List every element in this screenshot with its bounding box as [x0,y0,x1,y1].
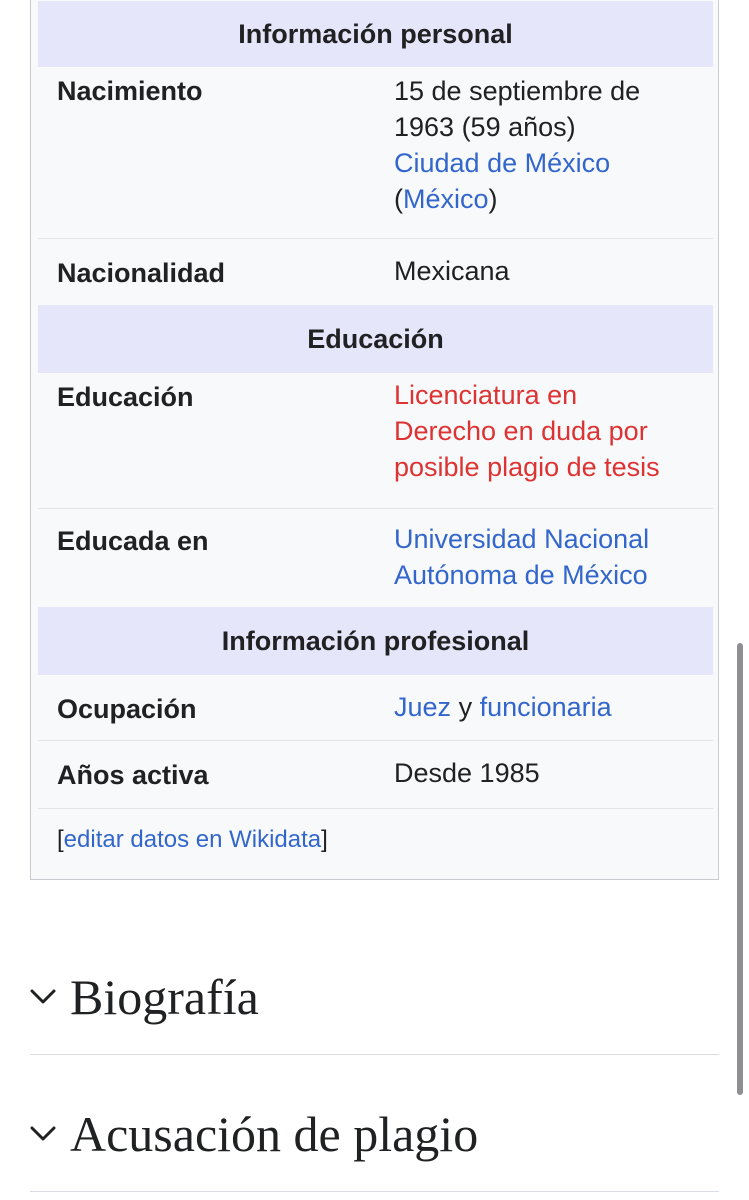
educated-at-label: Educada en [57,526,209,556]
occupation-label: Ocupación [57,694,197,724]
education-value[interactable] [394,377,704,485]
infobox-header-professional-label: Información profesional [221,626,530,656]
chevron-down-icon[interactable] [30,1120,56,1146]
education-label: Educación [57,382,194,412]
occupation-judge-link[interactable]: Juez [394,692,452,722]
birth-label: Nacimiento [57,76,203,106]
infobox-header-personal-label: Información personal [238,19,513,49]
scrollbar[interactable] [737,643,743,1095]
infobox-row-educated-at [38,509,713,607]
active-years-label: Años activa [57,760,209,790]
infobox [30,0,719,880]
unam-link-line2[interactable]: Autónoma de México [394,560,648,590]
section-biografia-title[interactable]: Biografía [70,969,259,1025]
wikidata-edit [57,825,328,855]
paren-close: ) [488,184,498,214]
infobox-row-nationality [38,239,713,305]
infobox-header-personal [38,1,713,67]
bracket-open: [ [57,826,64,853]
unam-link[interactable] [394,521,704,593]
education-value-line2[interactable]: Derecho en duda por [394,416,648,446]
section-acusacion-plagio[interactable] [30,1082,719,1192]
birth-date-line2: 1963 (59 años) [394,112,576,142]
infobox-header-professional [38,607,713,675]
nationality-label: Nacionalidad [57,258,226,288]
birth-place-link[interactable]: Ciudad de México [394,148,611,178]
infobox-row-birth [38,67,713,239]
birth-date-line1: 15 de septiembre de [394,76,641,106]
infobox-header-education [38,305,713,373]
paren-open: ( [394,184,403,214]
active-years-value: Desde 1985 [394,758,540,788]
wikidata-edit-link[interactable]: editar datos en Wikidata [63,826,322,853]
infobox-row-education [38,373,713,509]
birth-country-link[interactable]: México [403,184,489,214]
infobox-row-active-years [38,741,713,809]
chevron-down-icon[interactable] [30,983,56,1009]
unam-link-line1[interactable]: Universidad Nacional [394,524,650,554]
section-acusacion-plagio-title[interactable]: Acusación de plagio [70,1106,479,1162]
occupation-value [394,689,704,725]
occupation-official-link[interactable]: funcionaria [479,692,612,722]
infobox-header-education-label: Educación [307,324,444,354]
nationality-value: Mexicana [394,256,510,286]
education-value-line3[interactable]: posible plagio de tesis [394,452,660,482]
education-value-line1[interactable]: Licenciatura en [394,380,578,410]
bracket-close: ] [321,826,328,853]
section-biografia[interactable] [30,945,719,1055]
infobox-row-occupation [38,675,713,741]
birth-value [394,73,704,217]
educated-at-value [394,521,704,593]
occupation-conjunction: y [458,692,473,722]
